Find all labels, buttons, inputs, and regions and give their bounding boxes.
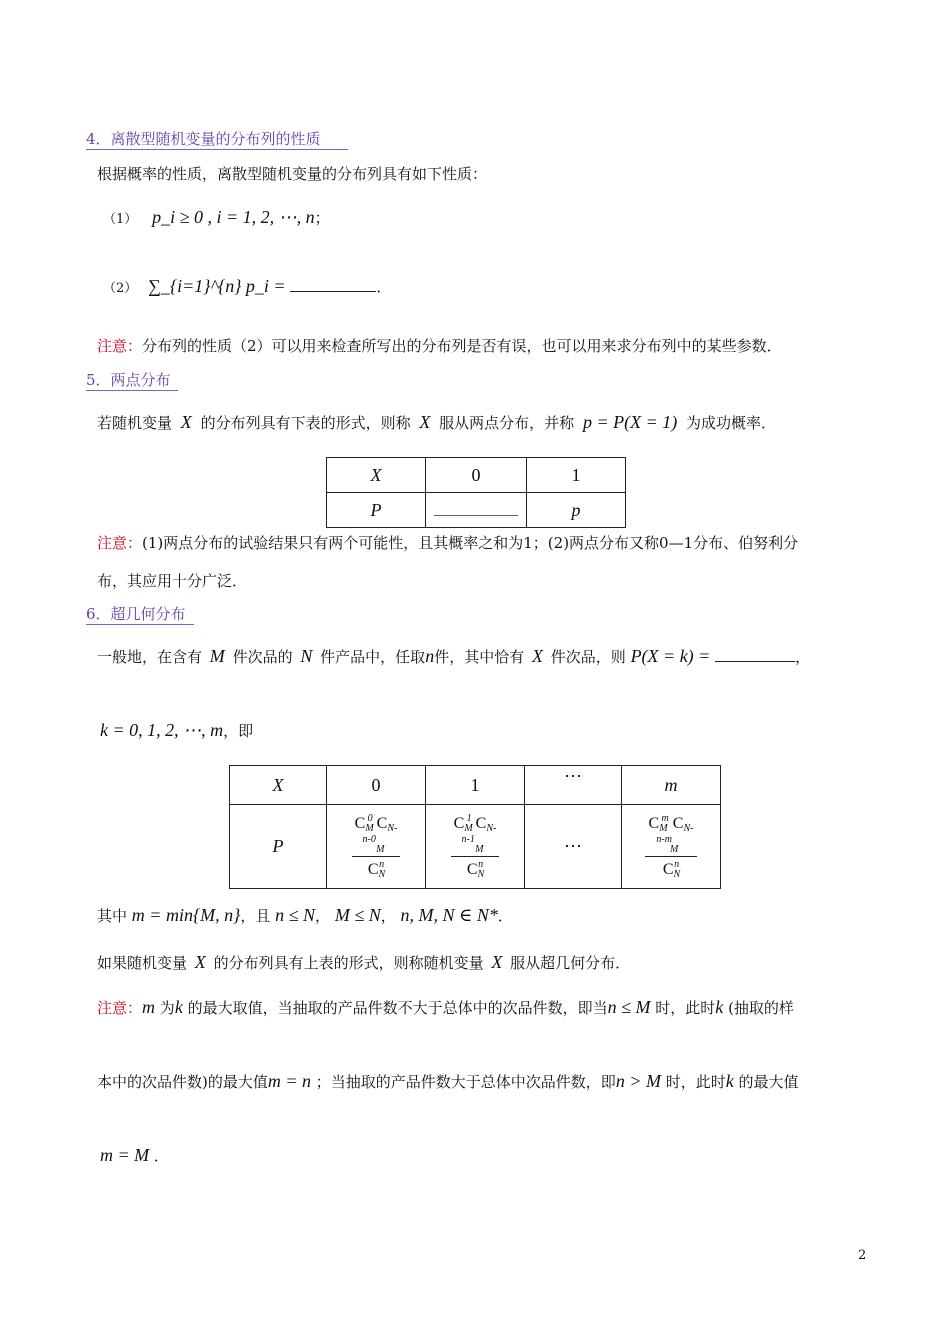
note-text: (1)两点分布的试验结果只有两个可能性，且其概率之和为1；(2)两点分布又称0—1分布、伯努利分	[142, 534, 799, 552]
var-k: k	[715, 997, 724, 1017]
definition-text-d: 为成功概率．	[686, 414, 777, 432]
probability-blank[interactable]	[715, 661, 795, 662]
table-row	[230, 766, 721, 805]
where-m-formula: m = min{M, n}	[131, 905, 241, 925]
definition-text-a: 若随机变量	[97, 414, 173, 432]
table-cell-fraction	[327, 805, 426, 889]
page-number: 2	[858, 1248, 867, 1263]
property-2: （2） ∑_{i=1}^{n} p_i = ．	[103, 276, 392, 296]
condition-positive-integers: n, M, N ∈ N*	[400, 905, 498, 925]
probability-fraction-0: $\frac{C_M^0 C_{N-M}^{n-0}}{C_N^n}$	[352, 813, 401, 880]
definition-text-b: 件次品的	[232, 648, 293, 666]
table-row	[230, 805, 721, 889]
probability-formula: P(X = k) =	[630, 646, 711, 666]
table-cell: 0	[426, 458, 527, 493]
blank-line	[434, 515, 518, 516]
where-clause: 其中 m = min{M, n}，且 n ≤ N， M ≤ N， n, M, N ∈ N*．	[97, 905, 513, 925]
section-4-heading-underline	[86, 149, 348, 150]
k-range	[100, 720, 253, 741]
note-text: 分布列的性质（2）可以用来检查所写出的分布列是否有误，也可以用来求分布列中的某些参数．	[142, 337, 782, 355]
hypergeometric-conclusion	[97, 952, 630, 973]
note-text-e: 本中的次品件数)的最大值	[97, 1073, 268, 1091]
table-cell: P	[327, 493, 426, 528]
success-probability-formula: p = P(X = 1)	[582, 412, 678, 432]
var-m: m	[142, 997, 156, 1017]
k-range-suffix: ，即	[223, 722, 254, 740]
table-cell-blank[interactable]	[426, 493, 527, 528]
two-point-distribution-table	[326, 457, 626, 528]
definition-text-a: 一般地，在含有	[97, 648, 203, 666]
section-6-note-line-3: m = M ．	[100, 1145, 169, 1165]
var-x: X	[180, 412, 192, 432]
condition-n-le-N: n ≤ N	[275, 905, 316, 925]
section-6-note-line-2	[97, 1071, 799, 1092]
definition-text-c: 服从两点分布，并称	[439, 414, 575, 432]
k-range-formula: k = 0, 1, 2, ⋯, m	[100, 720, 224, 740]
hypergeometric-distribution-table	[229, 765, 721, 889]
note-text-d: (抽取的样	[728, 999, 794, 1017]
conclusion-text-c: 服从超几何分布．	[510, 954, 631, 972]
section-6-heading-underline	[86, 624, 194, 625]
var-X: X	[491, 952, 503, 972]
note-text-a: 为	[159, 999, 175, 1017]
note-text-f: ；当抽取的产品件数大于总体中次品件数，即	[315, 1073, 616, 1091]
section-5-note-line-1	[97, 532, 798, 553]
note-text-b: 的最大取值，当抽取的产品件数不大于总体中的次品件数，即当	[187, 999, 608, 1017]
table-cell: X	[230, 766, 327, 805]
table-cell: p	[527, 493, 626, 528]
section-6-heading: 6．超几何分布	[86, 605, 186, 623]
property-2-blank[interactable]	[290, 291, 376, 292]
var-X: X	[531, 646, 543, 666]
definition-text-d: 件，其中恰有	[434, 648, 525, 666]
table-cell: 0	[327, 766, 426, 805]
definition-text-c: 件产品中，任取	[320, 648, 426, 666]
var-k: k	[174, 997, 183, 1017]
table-cell: X	[327, 458, 426, 493]
note-text-g: 时，此时	[665, 1073, 726, 1091]
where-prefix: 其中	[97, 907, 128, 925]
section-4-heading: 4．离散型随机变量的分布列的性质	[86, 130, 321, 148]
table-cell-fraction	[622, 805, 721, 889]
formula-m-eq-n: m = n	[267, 1071, 312, 1091]
var-M: M	[209, 646, 225, 666]
table-cell: m	[622, 766, 721, 805]
table-row	[327, 458, 626, 493]
note-text-h: 的最大值	[738, 1073, 799, 1091]
var-k: k	[725, 1071, 734, 1091]
condition-M-le-N: M ≤ N	[334, 905, 381, 925]
definition-text-b: 的分布列具有下表的形式，则称	[200, 414, 411, 432]
var-N: N	[300, 646, 313, 666]
conclusion-text-a: 如果随机变量	[97, 954, 188, 972]
section-4-note	[97, 335, 782, 356]
note-label: 注意：	[97, 337, 143, 355]
table-cell: 1	[426, 766, 525, 805]
formula-m-eq-M: m = M	[100, 1145, 150, 1165]
table-row	[327, 493, 626, 528]
table-cell: 1	[527, 458, 626, 493]
probability-fraction-1: $\frac{C_M^1 C_{N-M}^{n-1}}{C_N^n}$	[451, 813, 500, 880]
var-x: X	[419, 412, 431, 432]
property-1: （1） p_i ≥ 0 , i = 1, 2, ⋯, n；	[103, 207, 330, 227]
table-cell: ⋯	[525, 805, 622, 889]
conclusion-text-b: 的分布列具有上表的形式，则称随机变量	[213, 954, 484, 972]
section-4-intro: 根据概率的性质，离散型随机变量的分布列具有如下性质：	[97, 165, 488, 183]
note-text-c: 时，此时	[655, 999, 716, 1017]
section-5-heading: 5．两点分布	[86, 371, 171, 389]
property-2-formula: ∑_{i=1}^{n} p_i =	[148, 276, 286, 296]
table-cell-fraction	[426, 805, 525, 889]
section-6-note-line-1	[97, 997, 794, 1018]
section-6-definition: 一般地，在含有 M 件次品的 N 件产品中，任取n件，其中恰有 X 件次品，则 P(X = k) = ，	[97, 646, 811, 666]
section-5-definition	[97, 412, 776, 433]
condition-n-le-M: n ≤ M	[607, 997, 651, 1017]
where-and: ，且	[240, 907, 271, 925]
condition-n-gt-M: n > M	[615, 1071, 661, 1091]
section-5-heading-underline	[86, 390, 178, 391]
probability-fraction-m: $\frac{C_M^m C_{N-M}^{n-m}}{C_N^n}$	[645, 813, 698, 880]
table-cell: ⋯	[525, 766, 622, 805]
var-X: X	[194, 952, 206, 972]
property-1-label: （1）	[103, 212, 138, 227]
note-label: 注意：	[97, 534, 143, 552]
table-cell: P	[230, 805, 327, 889]
section-5-note-line-2: 布，其应用十分广泛．	[97, 572, 248, 590]
property-1-formula: p_i ≥ 0 , i = 1, 2, ⋯, n	[152, 207, 315, 227]
var-n: n	[425, 646, 435, 666]
definition-text-e: 件次品，则	[550, 648, 626, 666]
property-2-label: （2）	[103, 281, 138, 296]
note-label: 注意：	[97, 999, 143, 1017]
